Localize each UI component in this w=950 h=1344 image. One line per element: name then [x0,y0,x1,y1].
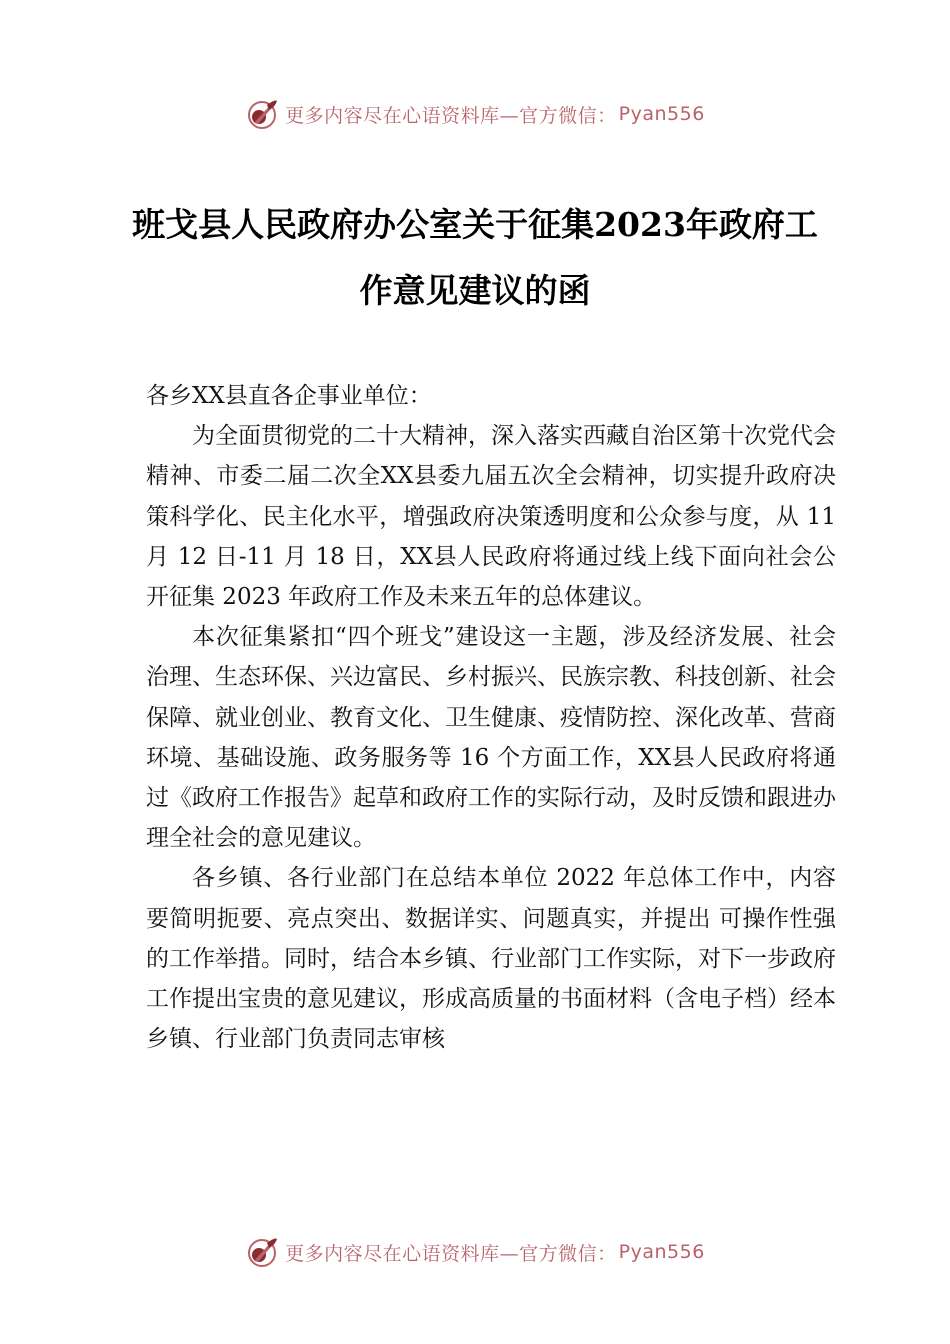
paragraph-2: 本次征集紧扣“四个班戈”建设这一主题，涉及经济发展、社会治理、生态环保、兴边富民、乡村振兴、民族宗教、科技创新、社会保障、就业创业、教育文化、卫生健康、疫情防控、深化改革、营商环境、基础设施、政务服务等 16 个方面工作，XX县人民政府将通过《政府工作报告》起草和政府工作的实际行动，及时反馈和跟进办理全社会的意见建议。 [146,624,836,852]
header-watermark [0,94,950,134]
document-body [146,376,836,1059]
paragraph-3: 各乡镇、各行业部门在总结本单位 2022 年总体工作中，内容要简明扼要、亮点突出、数据详实、问题真实，并提出 可操作性强的工作举措。同时，结合本乡镇、行业部门工作实际，对下一步政府工作提出宝贵的意见建议，形成高质量的书面材料（含电子档）经本乡镇、行业部门负责同志审核 [146,865,836,1053]
footer-watermark [0,1232,950,1272]
watermark-wechat-id: Pyan556 [618,103,705,125]
watermark-wechat-id: Pyan556 [618,1241,705,1263]
salutation: 各乡XX县直各企事业单位： [146,383,432,409]
watermark-text: 更多内容尽在心语资料库—官方微信： [285,1242,617,1265]
paragraph-1: 为全面贯彻党的二十大精神，深入落实西藏自治区第十次党代会精神、市委二届二次全XX县委九届五次全会精神，切实提升政府决策科学化、民主化水平，增强政府决策透明度和公众参与度，从 11 月 12 日-11 月 18 日，XX县人民政府将通过线上线下面向社会公开征集 2023 年政府工作及未来五年的总体建议。 [146,423,836,611]
quill-logo-icon [245,1235,279,1269]
document-title: 班戈县人民政府办公室关于征集2023年政府工作意见建议的函 [132,205,818,310]
quill-logo-icon [245,97,279,131]
watermark-text: 更多内容尽在心语资料库—官方微信： [285,104,617,127]
